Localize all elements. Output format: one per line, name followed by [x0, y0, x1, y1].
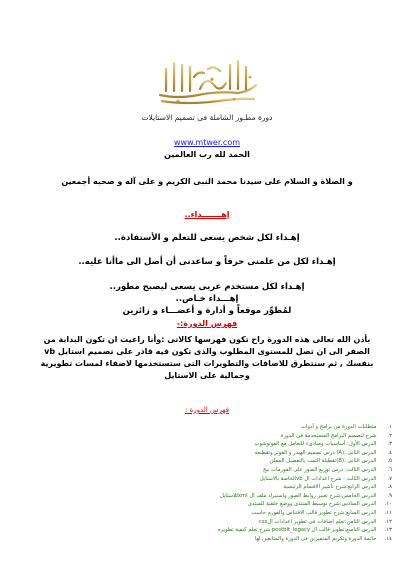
toc-item[interactable]: [148, 423, 392, 432]
toc-item-text: الدرس الأول: أساسيات ومبادىء للتعامل مع الفوتوشوب: [254, 441, 377, 448]
toc-item-text: الدرس السادس:شرح توسيط المنتدى ووضع خلفية للمنتدى: [247, 501, 377, 508]
toc-heading: فهرس الدورة :: [185, 406, 229, 414]
toc-item[interactable]: [148, 449, 392, 458]
toc-item[interactable]: [148, 475, 392, 484]
praise-line: الحمد لله رب العالمين: [164, 150, 250, 159]
toc-item-number: ٦.: [387, 466, 392, 473]
toc-item-number: ٩.: [387, 492, 392, 499]
toc-item-text: متطلبات الدورة من برامج و أدوات: [301, 424, 377, 430]
toc-item[interactable]: [148, 457, 392, 466]
dedication-1: إهـداء لكل شخص يسعى للتعلم و الأستفادة..: [114, 233, 300, 243]
toc-item-number: ١٤.: [384, 535, 392, 542]
toc-item-text: الدرس الرابع:شرح تأشير الاقسام الرئيسية: [283, 484, 377, 491]
toc-item-number: ١٠.: [384, 501, 392, 508]
toc-item-number: ١٣.: [384, 527, 392, 534]
toc-item-text: الدرس الثانى :(A) درس تصميم الهيدر و الفوتر وتقطيعه: [254, 449, 377, 456]
toc-item-text: الدرس الثامن:تعلم اضافات فى تطوير اعدادات الcss: [258, 518, 377, 525]
toc-item-text: الدرس الثالث : شرح اعدادات ال vbالخاصة بالاستايل: [259, 475, 377, 482]
toc-item[interactable]: [148, 440, 392, 449]
toc-item-text: الدرس التاسع:تطوير قالب ال postbit_legacy شرح تعلم كيفية تطويره: [217, 527, 377, 534]
toc-item[interactable]: [148, 492, 392, 501]
toc-item-number: ٥.: [387, 458, 392, 465]
toc-item[interactable]: [148, 526, 392, 535]
toc-item-text: الدرس الخامس:شرح تغيير روابط الصور واستيراد ملف ال xmlللاستايل: [219, 492, 377, 499]
dedication-heading: إهـــــــداء..: [184, 210, 230, 219]
toc-item-number: ١.: [387, 424, 392, 430]
toc-item-number: ١٢.: [384, 518, 392, 525]
course-title: دورة مطـور الشاملة فى تصميم الاستايلات: [141, 113, 273, 122]
toc-item[interactable]: [148, 483, 392, 492]
logo-text: بسم الله الرحمن الرحيم: [207, 83, 218, 84]
toc-item-number: ٢.: [387, 432, 392, 439]
toc-item-text: الدرس السابع:شرح تطوير قالب الاقتباس والفورم حاسب: [251, 509, 377, 516]
basmala-calligraphy-logo: [148, 55, 266, 107]
dedication-2: إهـداء لكل من علمنى حرفاً و ساعدنى أن أصل الى ماأنا عليه..: [78, 257, 336, 267]
toc-item[interactable]: [148, 535, 392, 544]
special-dedication: إهـــداء خـاص..: [175, 294, 239, 304]
toc-item[interactable]: [148, 432, 392, 441]
course-index-heading: فهرس الدورة:-: [176, 319, 238, 328]
intro-paragraph: بأذن الله تعالى هذه الدورة راح تكون فهرسها كالاتى :وأنا راعيت ان تكون البداية من الصفر الى ان تصل للمستوى المطلوب والذى تكون فيه قادر على تصميم استايل vb بنفسك , ثم سنتطرق للاضافات والتطويرات التى ستستخدمها لاضفاء لمسات تطويرية وجمالية على الاستايل: [40, 335, 374, 380]
toc-item[interactable]: [148, 518, 392, 527]
toc-item-number: ١١.: [384, 509, 392, 516]
website-link[interactable]: www.mtwer.com: [173, 138, 240, 147]
toc-item-number: ٤.: [387, 449, 392, 456]
toc-item-number: ٣.: [387, 441, 392, 448]
special-dedication-to: لمُطوِّر موقعاً و أدارة و أعضـــاء و زائرين: [122, 306, 292, 316]
table-of-contents: [148, 423, 392, 543]
dedication-3: إهـداء لكل مستخدم عربى يسعى ليصبح مطور..: [109, 282, 305, 292]
toc-item-number: ٨.: [387, 484, 392, 491]
toc-item-text: الدرس الثالث: درس توزيع الصور على الفورمات بيج: [263, 466, 377, 473]
toc-item-text: الدرس الثانى :(B)تقطيلة التمت بالتفصيل المملن: [269, 458, 377, 465]
toc-item-number: ٧.: [387, 475, 392, 482]
toc-item[interactable]: [148, 466, 392, 475]
salutation-line: و الصلاة و السلام على سيدنا محمد النبى الكريم و على آله و صحبه أجمعين: [61, 177, 353, 186]
toc-item-text: شرح لتصميم البرامج المستخدمة فى الدورة: [280, 432, 377, 439]
toc-item-text: خاتمة الدورة وتكريم المتميزين فى الدورة والمتابعين لها: [254, 535, 377, 542]
toc-item[interactable]: [148, 509, 392, 518]
toc-item[interactable]: [148, 500, 392, 509]
